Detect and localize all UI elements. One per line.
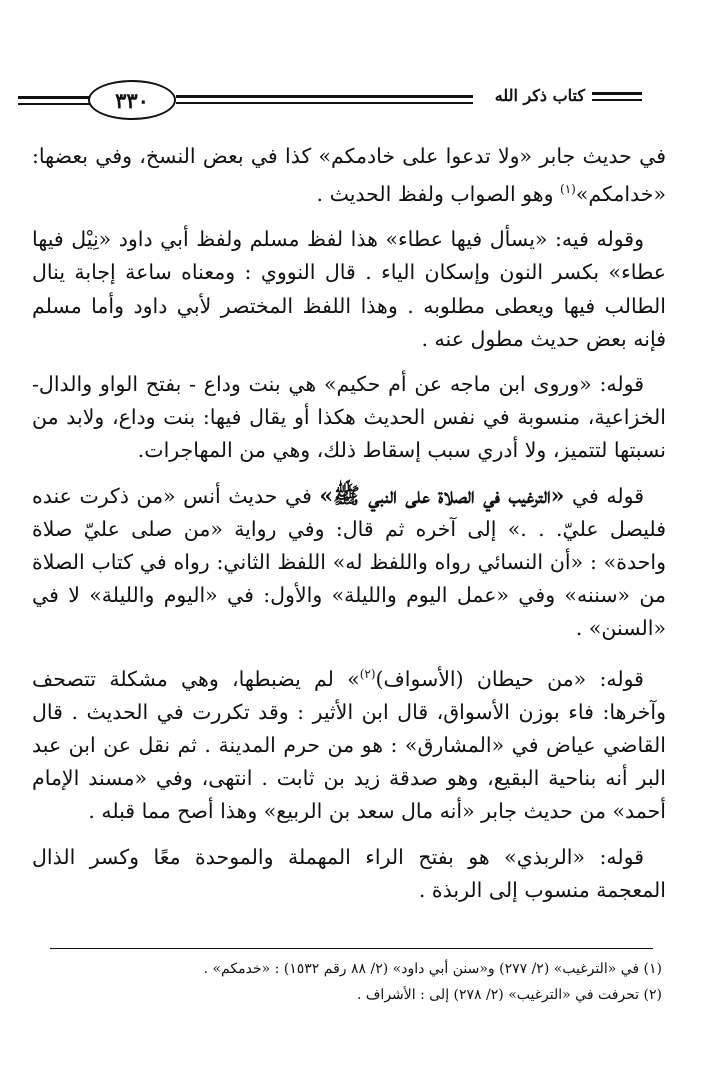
footnote-ref-1: (١) <box>560 182 576 197</box>
section-heading-inline: «الترغيب في الصلاة على النبي ﷺ» <box>319 482 565 509</box>
page-number: ٣٣٠ <box>115 87 149 113</box>
paragraph-3 <box>32 368 666 468</box>
header-rule-left-bottom <box>18 103 90 105</box>
paragraph-6 <box>32 841 666 907</box>
footnote-separator <box>50 948 653 949</box>
header-rule-right-top <box>592 92 642 95</box>
footnote-2: (٢) تحرفت في «الترغيب» (٢/ ٢٧٨) إلى : الأشراف . <box>357 987 662 1003</box>
header-rule-right-bottom <box>592 99 642 101</box>
page-header <box>0 0 703 130</box>
paragraph-tail: وهو الصواب ولفظ الحديث . <box>316 182 560 207</box>
paragraph-text: قوله: «الربذي» هو بفتح الراء المهملة والموحدة معًا وكسر الذال المعجمة منسوب إلى الربذة . <box>32 844 666 902</box>
paragraph-2 <box>32 223 666 356</box>
footnote-ref-2: (٢) <box>359 666 376 681</box>
book-title: كتاب ذكر الله <box>494 86 585 105</box>
header-rule-middle-top <box>176 95 473 98</box>
footnote-1: (١) في «الترغيب» (٢/ ٢٧٧) و«سنن أبي داود» (٢/ ٨٨ رقم ١٥٣٢) : «خدمكم» . <box>203 961 662 977</box>
paragraph-text: قوله: «من حيطان (الأسواف) <box>375 666 644 691</box>
footnotes <box>40 956 662 1008</box>
paragraph-4 <box>32 480 666 646</box>
paragraph-tail: » لم يضبطها، وهي مشكلة تتصحف وآخرها: فاء بوزن الأسواق، قال ابن الأثير : وقد تكررت في الحديث . قال القاضي عياض في «المشارق» : هو من حرم المدينة . ثم نقل عن ابن عبد البر أنه بناحية البقيع، وهو صدقة زيد بن ثابت . انتهى، وفي «مسند الإمام أحمد» من حديث جابر «أنه مال سعد بن الربيع» وهذا أصح مما قبله . <box>32 666 666 824</box>
paragraph-text: في حديث أنس «من ذكرت عنده فليصل عليّ. . .» إلى آخره ثم قال: وفي رواية «من صلى عليّ صلاة واحدة» : «أن النسائي رواه واللفظ له» اللفظ الثاني: رواه في كتاب الصلاة من «سننه» وفي «عمل اليوم والليلة» والأول: في «اليوم والليلة» لا في «السنن» . <box>32 483 666 641</box>
header-rule-middle-bottom <box>176 102 473 104</box>
paragraph-5 <box>32 658 666 829</box>
paragraph-1 <box>32 140 666 211</box>
paragraph-text: قوله: «وروى ابن ماجه عن أم حكيم» هي بنت وداع - بفتح الواو والدال- الخزاعية، منسوبة في نفس الحديث هكذا أو يقال فيها: بنت وداع، ولابد من نسبتها لتتميز، ولا أدري سبب إسقاط ذلك، وهي من المهاجرات. <box>32 372 666 463</box>
header-rule-left-top <box>18 96 90 99</box>
paragraph-lead: قوله في <box>564 483 644 508</box>
main-text <box>32 140 666 919</box>
paragraph-text: في حديث جابر «ولا تدعوا على خادمكم» كذا في بعض النسخ، وفي بعضها: «خدامكم» <box>32 144 666 207</box>
page-number-frame <box>88 80 176 120</box>
paragraph-text: وقوله فيه: «يسأل فيها عطاء» هذا لفظ مسلم ولفظ أبي داود «نِيْل فيها عطاء» بكسر النون وإسكان الياء . قال النووي : ومعناه ساعة إجابة ينال الطالب فيها ويعطى مطلوبه . وهذا اللفظ المختصر لأبي داود وأما مسلم فإنه بعض حديث مطول عنه . <box>32 227 666 351</box>
